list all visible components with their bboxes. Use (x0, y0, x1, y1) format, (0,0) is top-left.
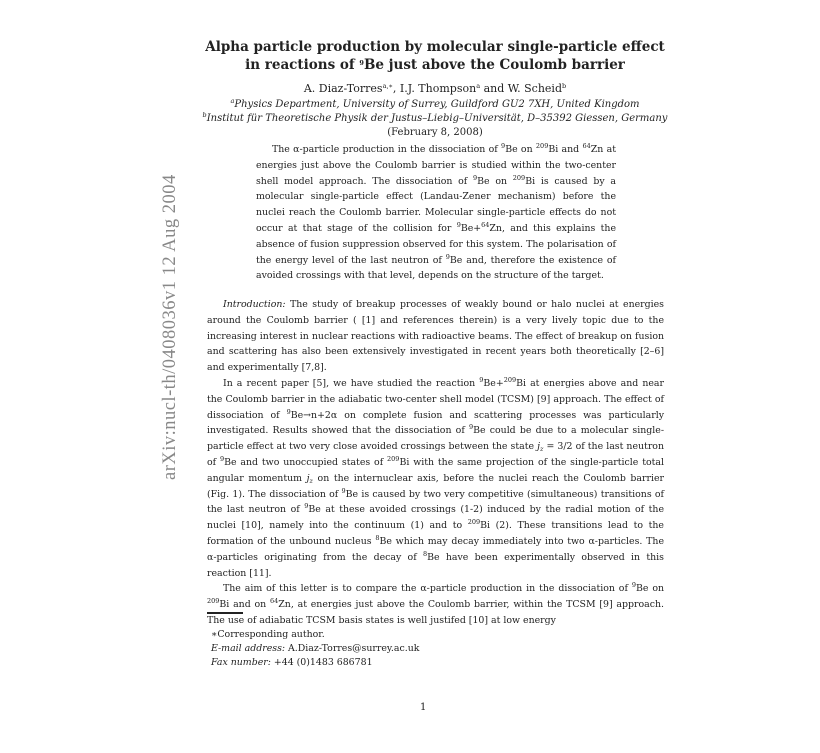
title-line-2: in reactions of $^9$Be just above the Coulomb barrier (245, 57, 625, 73)
page-number: 1 (420, 702, 427, 713)
body-text (207, 297, 664, 629)
footnote-fax: Fax number: +44 (0)1483 686781 (211, 657, 373, 668)
arxiv-identifier: arXiv:nucl-th/0408036v1 12 Aug 2004 (160, 174, 180, 480)
footnote-corresponding: ∗Corresponding author. (211, 629, 325, 640)
paper-date: (February 8, 2008) (387, 127, 483, 138)
paragraph-2: In a recent paper [5], we have studied the reaction $^9$Be+$^{209}$Bi at energies above and near the Coulomb barrier in the adiabatic two-center shell model (TCSM) [9] approach. The effect of dissociation of $^9$Be→n+2α on complete fusion and scattering processes was particularly investigated. Results showed that the dissociation of $^9$Be could be due to a molecular single-particle effect at two very close avoided crossings between the state $j_z = 3/2$ of the last neutron of $^9$Be and two unoccupied states of $^{209}$Bi with the same projection of the single-particle total angular momentum $j_z$ on the internuclear axis, before the nuclei reach the Coulomb barrier (Fig. 1). The dissociation of $^9$Be is caused by two very competitive (simultaneous) transitions of the last neutron of $^9$Be at these avoided crossings (1-2) induced by the radial motion of the nuclei [10], namely into the continuum (1) and to $^{209}$Bi (2). These transitions lead to the formation of the unbound nucleus $^8$Be which may decay immediately into two α-particles. The α-particles originating from the decay of $^8$Be have been experimentally observed in this reaction [11]. (207, 375, 665, 579)
affiliation-giessen: $^b$Institut für Theoretische Physik der Justus–Liebig–Universität, D–35392 Giessen, Germany (202, 111, 668, 124)
affiliation-surrey: $^a$Physics Department, University of Surrey, Guildford GU2 7XH, United Kingdom (230, 97, 640, 110)
footnote-rule (207, 612, 243, 614)
author-list: A. Diaz-Torres$^{a,∗}$, I.J. Thompson$^a$ and W. Scheid$^b$ (303, 82, 567, 95)
abstract-text: The α-particle production in the dissociation of $^9$Be on $^{209}$Bi and $^{64}$Zn at energies just above the Coulomb barrier is studied within the two-center shell model approach. The dissociation of $^9$Be on $^{209}$Bi is caused by a molecular single-particle effect (Landau-Zener mechanism) before the nuclei reach the Coulomb barrier. Molecular single-particle effects do not occur at that stage of the collision for $^9$Be+$^{64}$Zn, and this explains the absence of fusion suppression observed for this system. The polarisation of the energy level of the last neutron of $^9$Be and, therefore the existence of avoided crossings with that level, depends on the structure of the target. (256, 142, 616, 282)
introduction-label: Introduction: (223, 299, 286, 310)
abstract (256, 142, 616, 284)
paper-title (170, 38, 700, 74)
footnote-email: E-mail address: A.Diaz-Torres@surrey.ac.uk (211, 643, 420, 654)
paragraph-introduction: Introduction: The study of breakup processes of weakly bound or halo nuclei at energies around the Coulomb barrier ( [1] and references therein) is a very lively topic due to the increasing interest in nuclear reactions with radioactive beams. The effect of breakup on fusion and scattering has also been extensively investigated in recent years both theoretically [2–6] and experimentally [7,8]. (207, 299, 664, 374)
footnotes (207, 628, 664, 670)
title-line-1: Alpha particle production by molecular single-particle effect (205, 39, 665, 55)
paragraph-3: The aim of this letter is to compare the α-particle production in the dissociation of $^9$Be on $^{209}$Bi and on $^{64}$Zn, at energies just above the Coulomb barrier, within the TCSM [9] approach. The use of adiabatic TCSM basis states is well justifed [10] at low energy (207, 581, 665, 626)
